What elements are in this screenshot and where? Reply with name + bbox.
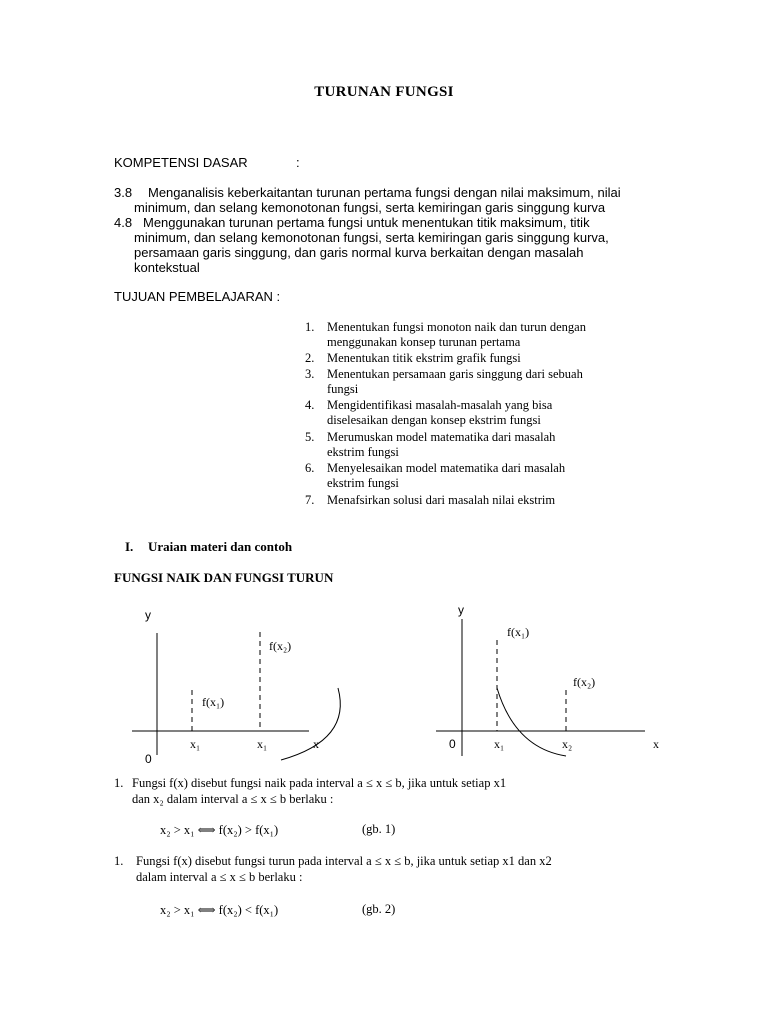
x2-label: x₂ (562, 737, 573, 751)
tujuan-line: diselesaikan dengan konsep ekstrim fungsi (327, 413, 541, 427)
tujuan-line: ekstrim fungsi (327, 476, 399, 490)
kompetensi-colon: : (296, 155, 300, 170)
origin-label: 0 (449, 737, 456, 751)
tujuan-label: TUJUAN PEMBELAJARAN : (114, 289, 281, 304)
kompetensi-num: 4.8 (114, 215, 133, 230)
tujuan-line: Menentukan titik ekstrim grafik fungsi (327, 351, 521, 365)
kompetensi-num: 3.8 (114, 185, 133, 200)
fx2-label: f(x₂) (269, 639, 292, 653)
kompetensi-line: minimum, dan selang kemonotonan fungsi, serta kemiringan garis singgung kurva (134, 200, 606, 215)
kompetensi-line: persamaan garis singgung, dan garis normal kurva berkaitan dengan masalah (134, 245, 584, 260)
y-axis-label: y (145, 608, 151, 622)
definition-line: dan x₂ dalam interval a ≤ x ≤ b berlaku : (132, 792, 334, 806)
tujuan-line: ekstrim fungsi (327, 445, 399, 459)
kompetensi-line: minimum, dan selang kemonotonan fungsi, serta kemiringan garis singgung kurva, (134, 230, 609, 245)
definition-line: dalam interval a ≤ x ≤ b berlaku : (136, 870, 303, 884)
decreasing-curve (497, 688, 566, 756)
figure-ref: (gb. 1) (362, 822, 396, 836)
tujuan-line: Merumuskan model matematika dari masalah (327, 430, 556, 444)
increasing-curve (281, 688, 340, 760)
kompetensi-line: Menggunakan turunan pertama fungsi untuk menentukan titik maksimum, titik (143, 215, 590, 230)
tujuan-num: 5. (305, 430, 315, 444)
formula: x₂ > x₁ ⟺ f(x₂) > f(x₁) (160, 823, 279, 837)
subheading: FUNGSI NAIK DAN FUNGSI TURUN (114, 570, 334, 585)
tujuan-line: Menentukan fungsi monoton naik dan turun dengan (327, 320, 586, 334)
tujuan-line: Mengidentifikasi masalah-masalah yang bisa (327, 398, 553, 412)
fx1-label: f(x₁) (202, 695, 225, 709)
graph-decreasing (436, 603, 659, 756)
definition-number: 1. (114, 776, 124, 790)
tujuan-num: 4. (305, 398, 315, 412)
fx1-label: f(x₁) (507, 625, 530, 639)
kompetensi-line: kontekstual (134, 260, 200, 275)
x-axis-label: x (313, 737, 319, 751)
tujuan-num: 1. (305, 320, 315, 334)
figure-ref: (gb. 2) (362, 902, 396, 916)
tujuan-num: 6. (305, 461, 315, 475)
graph-increasing (132, 608, 340, 766)
tujuan-num: 7. (305, 493, 315, 507)
y-axis-label: y (458, 603, 464, 617)
tujuan-line: menggunakan konsep turunan pertama (327, 335, 521, 349)
tujuan-num: 3. (305, 367, 315, 381)
definition-number: 1. (114, 854, 124, 868)
fx2-label: f(x₂) (573, 675, 596, 689)
definition-line: Fungsi f(x) disebut fungsi naik pada interval a ≤ x ≤ b, jika untuk setiap x1 (132, 776, 507, 790)
x2-label: x₁ (257, 737, 268, 751)
tujuan-line: Menentukan persamaan garis singgung dari sebuah (327, 367, 583, 381)
section-number: I. (125, 539, 134, 554)
x-axis-label: x (653, 737, 659, 751)
origin-label: 0 (145, 752, 152, 766)
kompetensi-line: Menganalisis keberkaitantan turunan pertama fungsi dengan nilai maksimum, nilai (148, 185, 621, 200)
x1-label: x₁ (494, 737, 505, 751)
tujuan-line: Menafsirkan solusi dari masalah nilai ekstrim (327, 493, 556, 507)
kompetensi-label: KOMPETENSI DASAR (114, 155, 248, 170)
section-title: Uraian materi dan contoh (148, 539, 293, 554)
formula: x₂ > x₁ ⟺ f(x₂) < f(x₁) (160, 903, 279, 917)
page-title: TURUNAN FUNGSI (314, 84, 454, 100)
tujuan-num: 2. (305, 351, 315, 365)
definition-line: Fungsi f(x) disebut fungsi turun pada interval a ≤ x ≤ b, jika untuk setiap x1 dan x2 (136, 854, 552, 868)
tujuan-line: fungsi (327, 382, 359, 396)
x1-label: x₁ (190, 737, 201, 751)
tujuan-line: Menyelesaikan model matematika dari masalah (327, 461, 566, 475)
